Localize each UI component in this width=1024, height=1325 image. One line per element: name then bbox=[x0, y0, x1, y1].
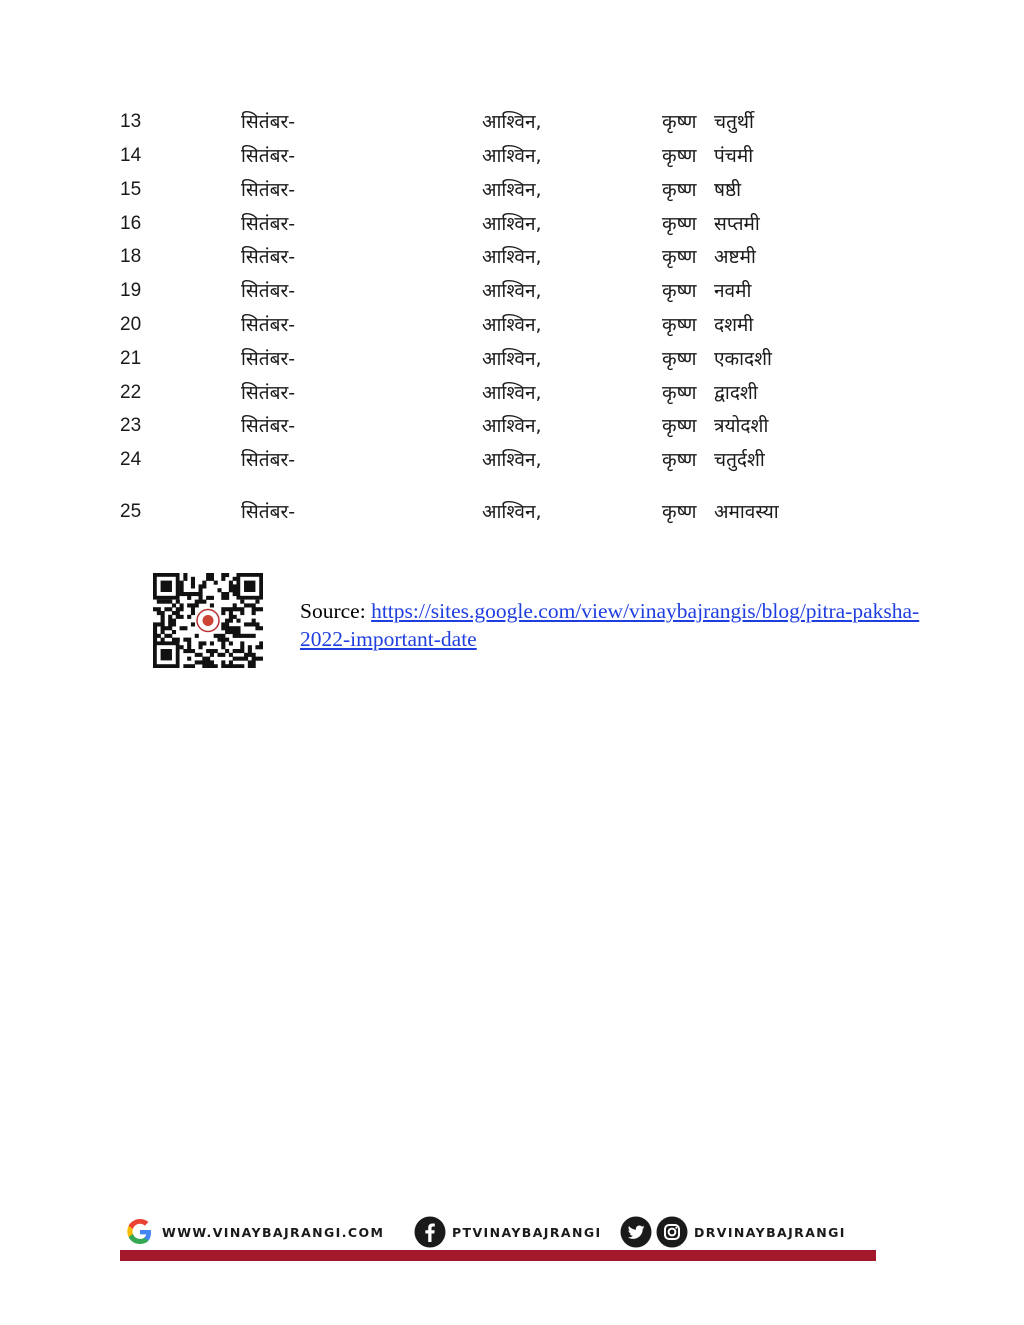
month-cell: सितंबर- bbox=[241, 179, 296, 201]
day-cell: 13 bbox=[120, 111, 142, 132]
table-row bbox=[0, 411, 1024, 441]
day-cell: 14 bbox=[120, 145, 142, 166]
maas-cell: आश्विन, bbox=[482, 501, 542, 523]
day-cell: 15 bbox=[120, 179, 142, 200]
tithi-cell: षष्ठी bbox=[714, 179, 742, 201]
tithi-cell: द्वादशी bbox=[714, 382, 758, 404]
table-row bbox=[0, 497, 1024, 527]
tithi-cell: नवमी bbox=[714, 280, 752, 302]
day-cell: 20 bbox=[120, 314, 142, 335]
footer-social-text: DRVINAYBAJRANGI bbox=[694, 1224, 846, 1240]
source-line bbox=[300, 597, 940, 653]
twitter-icon bbox=[620, 1216, 652, 1248]
table-row bbox=[0, 141, 1024, 171]
table-row bbox=[0, 378, 1024, 408]
tithi-cell: त्रयोदशी bbox=[714, 415, 769, 437]
day-cell: 22 bbox=[120, 382, 142, 403]
paksha-cell: कृष्ण bbox=[662, 246, 697, 268]
qr-code bbox=[153, 573, 263, 668]
day-cell: 16 bbox=[120, 213, 142, 234]
day-cell: 24 bbox=[120, 449, 142, 470]
maas-cell: आश्विन, bbox=[482, 415, 542, 437]
footer-website[interactable] bbox=[124, 1216, 384, 1248]
paksha-cell: कृष्ण bbox=[662, 145, 697, 167]
google-icon bbox=[124, 1216, 156, 1248]
month-cell: सितंबर- bbox=[241, 348, 296, 370]
month-cell: सितंबर- bbox=[241, 314, 296, 336]
footer-facebook-text: PTVINAYBAJRANGI bbox=[452, 1224, 602, 1240]
tithi-cell: दशमी bbox=[714, 314, 754, 336]
paksha-cell: कृष्ण bbox=[662, 415, 697, 437]
paksha-cell: कृष्ण bbox=[662, 382, 697, 404]
maas-cell: आश्विन, bbox=[482, 179, 542, 201]
footer-social[interactable] bbox=[620, 1216, 846, 1248]
source-link[interactable]: https://sites.google.com/view/vinaybajrangis/blog/pitra-paksha-2022-important-date bbox=[300, 599, 920, 651]
table-row bbox=[0, 242, 1024, 272]
tithi-cell: पंचमी bbox=[714, 145, 754, 167]
maas-cell: आश्विन, bbox=[482, 213, 542, 235]
day-cell: 18 bbox=[120, 246, 142, 267]
month-cell: सितंबर- bbox=[241, 246, 296, 268]
footer-bar bbox=[120, 1250, 876, 1261]
paksha-cell: कृष्ण bbox=[662, 314, 697, 336]
tithi-cell: अमावस्या bbox=[714, 501, 779, 523]
table-row bbox=[0, 310, 1024, 340]
paksha-cell: कृष्ण bbox=[662, 111, 697, 133]
paksha-cell: कृष्ण bbox=[662, 449, 697, 471]
month-cell: सितंबर- bbox=[241, 111, 296, 133]
table-row bbox=[0, 107, 1024, 137]
maas-cell: आश्विन, bbox=[482, 111, 542, 133]
day-cell: 19 bbox=[120, 280, 142, 301]
day-cell: 21 bbox=[120, 348, 142, 369]
month-cell: सितंबर- bbox=[241, 501, 296, 523]
paksha-cell: कृष्ण bbox=[662, 213, 697, 235]
paksha-cell: कृष्ण bbox=[662, 280, 697, 302]
month-cell: सितंबर- bbox=[241, 449, 296, 471]
tithi-cell: सप्तमी bbox=[714, 213, 760, 235]
footer-banner bbox=[120, 1212, 876, 1262]
table-row bbox=[0, 445, 1024, 475]
month-cell: सितंबर- bbox=[241, 415, 296, 437]
facebook-icon bbox=[414, 1216, 446, 1248]
source-label: Source: bbox=[300, 599, 366, 623]
day-cell: 25 bbox=[120, 501, 142, 522]
paksha-cell: कृष्ण bbox=[662, 501, 697, 523]
paksha-cell: कृष्ण bbox=[662, 179, 697, 201]
maas-cell: आश्विन, bbox=[482, 348, 542, 370]
maas-cell: आश्विन, bbox=[482, 280, 542, 302]
month-cell: सितंबर- bbox=[241, 382, 296, 404]
table-row bbox=[0, 175, 1024, 205]
month-cell: सितंबर- bbox=[241, 145, 296, 167]
maas-cell: आश्विन, bbox=[482, 382, 542, 404]
table-row bbox=[0, 209, 1024, 239]
maas-cell: आश्विन, bbox=[482, 246, 542, 268]
paksha-cell: कृष्ण bbox=[662, 348, 697, 370]
maas-cell: आश्विन, bbox=[482, 145, 542, 167]
table-row bbox=[0, 344, 1024, 374]
footer-website-text: WWW.VINAYBAJRANGI.COM bbox=[162, 1224, 385, 1240]
maas-cell: आश्विन, bbox=[482, 314, 542, 336]
table-row bbox=[0, 276, 1024, 306]
footer-facebook[interactable] bbox=[414, 1216, 602, 1248]
maas-cell: आश्विन, bbox=[482, 449, 542, 471]
month-cell: सितंबर- bbox=[241, 280, 296, 302]
tithi-cell: चतुर्थी bbox=[714, 111, 754, 133]
instagram-icon bbox=[656, 1216, 688, 1248]
tithi-cell: चतुर्दशी bbox=[714, 449, 765, 471]
tithi-cell: एकादशी bbox=[714, 348, 772, 370]
day-cell: 23 bbox=[120, 415, 142, 436]
month-cell: सितंबर- bbox=[241, 213, 296, 235]
tithi-cell: अष्टमी bbox=[714, 246, 756, 268]
